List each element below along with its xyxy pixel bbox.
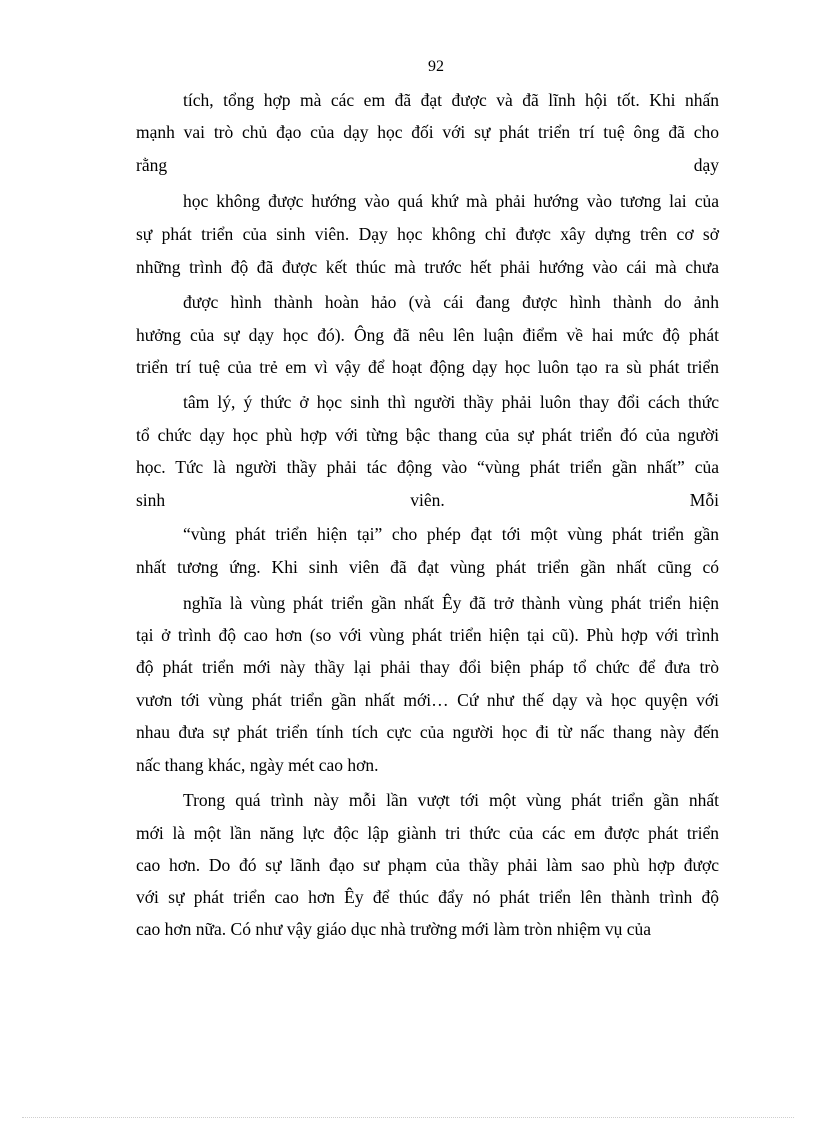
text-fragment: rằng: [136, 155, 168, 175]
text-line: triển trí tuệ của trẻ em vì vậy để hoạt động dạy học luôn tạo ra sù phát triển: [136, 357, 719, 377]
text-line: vươn tới vùng phát triển gần nhất mới… Cứ như thế dạy và học quyện với: [136, 690, 719, 710]
text-line: học. Tức là người thầy phải tác động vào “vùng phát triển gần nhất” của: [136, 457, 719, 477]
text-fragment: Mỗi: [689, 490, 719, 510]
text-line: mạnh vai trò chủ đạo của dạy học đối với sự phát triển trí tuệ ông đã cho: [136, 122, 719, 142]
text-line-split: [136, 488, 719, 512]
text-line-split: [136, 153, 719, 177]
text-line: nhau đưa sự phát triển tính tích cực của người học đi từ nấc thang này đến: [136, 722, 719, 742]
text-line: những trình độ đã được kết thúc mà trước hết phải hướng vào cái mà chưa: [136, 257, 719, 277]
text-line-last: nấc thang khác, ngày mét cao hơn.: [136, 755, 379, 775]
text-line: mới là một lần năng lực độc lập giành tri thức của các em được phát triển: [136, 823, 719, 843]
text-line: sự phát triển của sinh viên. Dạy học không chỉ được xây dựng trên cơ sở: [136, 224, 719, 244]
text-fragment: dạy: [693, 155, 719, 175]
text-line: với sự phát triển cao hơn Êy để thúc đẩy nó phát triển lên thành trình độ: [136, 887, 719, 907]
text-line: “vùng phát triển hiện tại” cho phép đạt tới một vùng phát triển gần: [183, 524, 719, 544]
text-line: hưởng của sự dạy học đó). Ông đã nêu lên luận điểm về hai mức độ phát: [136, 325, 719, 345]
text-line: tổ chức dạy học phù hợp với từng bậc thang của sự phát triển đó của người: [136, 425, 719, 445]
page-number: 92: [428, 58, 444, 75]
text-line: cao hơn nữa. Có như vậy giáo dục nhà trường mới làm tròn nhiệm vụ của: [136, 919, 651, 939]
text-line: tại ở trình độ cao hơn (so với vùng phát triển hiện tại cũ). Phù hợp với trình: [136, 625, 719, 645]
text-line: được hình thành hoàn hảo (và cái đang được hình thành do ảnh: [183, 292, 719, 312]
text-line: tâm lý, ý thức ở học sinh thì người thầy phải luôn thay đổi cách thức: [183, 392, 719, 412]
text-line: tích, tổng hợp mà các em đã đạt được và đã lĩnh hội tốt. Khi nhấn: [183, 90, 719, 110]
text-fragment: viên.: [410, 490, 445, 510]
text-fragment: sinh: [136, 490, 166, 510]
page-bottom-divider: [22, 1117, 794, 1118]
text-line: học không được hướng vào quá khứ mà phải hướng vào tương lai của: [183, 191, 719, 211]
text-line: độ phát triển mới này thầy lại phải thay đổi biện pháp tổ chức để đưa trò: [136, 657, 719, 677]
text-line: nghĩa là vùng phát triển gần nhất Êy đã trở thành vùng phát triển hiện: [183, 593, 719, 613]
text-line: Trong quá trình này mỗi lần vượt tới một vùng phát triển gần nhất: [183, 790, 719, 810]
text-line: cao hơn. Do đó sự lãnh đạo sư phạm của thầy phải làm sao phù hợp được: [136, 855, 719, 875]
text-line: nhất tương ứng. Khi sinh viên đã đạt vùng phát triển gần nhất cũng có: [136, 557, 719, 577]
